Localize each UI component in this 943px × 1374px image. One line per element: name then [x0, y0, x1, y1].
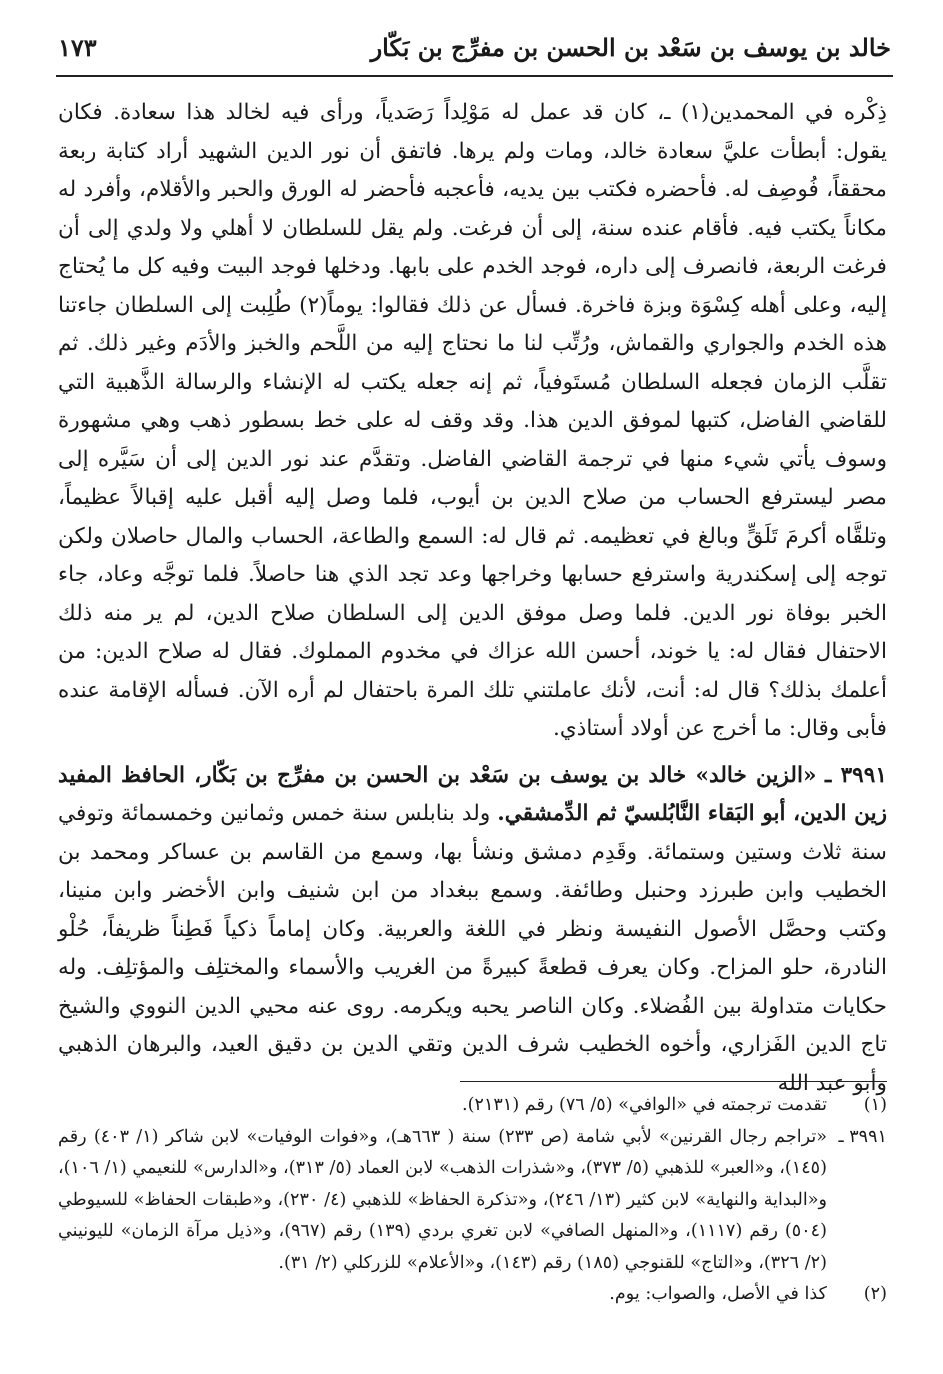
- paragraph-continuation: ذِكْره في المحمدين(١) ـ، كان قد عمل له مَوْلِداً رَصَدياً، ورأى فيه لخالد هذا سعادة. فكان يقول: أبطأت عليَّ سعادة خالد، ومات ولم يرها. فاتفق أن نور الدين الشهيد أراد كتابة ربعة محققاً، فُوصِف له. فأحضره فكتب بين يديه، فأعجبه فأحضر له الورق والحبر والأقلام، وأفرد له مكاناً يكتب فيه. فأقام عنده سنة، إلى أن فرغت. ولم يقل للسلطان لا أهلي ولا ولدي إلى أن فرغت الربعة، فانصرف إلى داره، فوجد الخدم على بابها. ودخلها فوجد البيت وفيه كل ما يُحتاج إليه، وعلى أهله كِسْوَة وبزة فاخرة. فسأل عن ذلك فقالوا: يوماً(٢) طُلِبت إلى السلطان جاءتنا هذه الخدم والجواري والقماش، ورُتِّب لنا ما نحتاج إليه من اللَّحم والخبز والأدَم وغير ذلك. ثم تقلَّب الزمان فجعله السلطان مُستَوفياً، ثم إنه جعله يكتب له الإنشاء والرسالة الذَّهبية التي للقاضي الفاضل، كتبها لموفق الدين هذا. وقد وقف له على خط بسطور ذهب وهي مشهورة وسوف يأتي شيء منها في ترجمة القاضي الفاضل. وتقدَّم عند نور الدين إلى أن سَيَّره إلى مصر ليسترفع الحساب من صلاح الدين بن أيوب، فلما وصل إليه أقبل عليه إقبالاً عظيماً، وتلقَّاه أكرمَ تَلَقٍّ وبالغ في تعظيمه. ثم قال له: السمع والطاعة، الحساب والمال حاصلان ولكن توجه إلى إسكندرية واسترفع حسابها وخراجها وعد تجد الذي هنا حاصلاً. فلما توجَّه وعاد، جاء الخبر بوفاة نور الدين. فلما وصل موفق الدين إلى السلطان صلاح الدين، لم ير منه ذلك الاحتفال فقال له: يا خوند، أحسن الله عزاك في مخدوم المملوك. فقال له صلاح الدين: من أعلمك بذلك؟ قال له: أنت، لأنك عاملتني تلك المرة باحتفال لم أره الآن. فسأله الإقامة عنده فأبى وقال: ما أخرج عن أولاد أستاذي.: [58, 100, 887, 741]
- footnotes: [58, 1090, 887, 1311]
- footnote: [58, 1279, 887, 1311]
- footnote-text: تقدمت ترجمته في «الوافي» (٥/ ٧٦) رقم (٢١٣١).: [462, 1095, 827, 1115]
- footnote-text: كذا في الأصل، والصواب: يوم.: [609, 1284, 827, 1304]
- page-number: ١٧٣: [58, 32, 97, 62]
- running-title: خالد بن يوسف بن سَعْد بن الحسن بن مفرِّج بن بَكّار: [370, 32, 891, 62]
- page-header: [58, 22, 891, 72]
- footnote-marker: (٢): [863, 1284, 887, 1304]
- footnote: [58, 1122, 887, 1280]
- entry-3991: [58, 757, 887, 1104]
- footnote-rule: [460, 1081, 887, 1082]
- entry-number: ٣٩٩١ ـ: [825, 762, 887, 788]
- footnote-marker: (١): [863, 1095, 887, 1115]
- entry-text: ولد بنابلس سنة خمس وثمانين وخمسمائة وتوفي سنة ثلاث وستين وستمائة. وقَدِم دمشق ونشأ بها، وسمع من القاسم بن عساكر ومحمد بن الخطيب وابن طبرزد وحنبل وطائفة. وسمع ببغداد من ابن شنيف وابن الأخضر وابن منينا، وكتب وحصَّل الأصول النفيسة ونظر في اللغة والعربية. وكان إماماً ذكياً فَطِناً ظريفاً، حُلْو النادرة، حلو المزاح. وكان يعرف قطعةً كبيرةً من الغريب والأسماء والمختلِف والمؤتلِف. وله حكايات متداولة بين الفُضلاء. وكان الناصر يحبه ويكرمه. روى عنه محيي الدين النووي والشيخ تاج الدين الفَزاري، وأخوه الخطيب شرف الدين وتقي الدين بن دقيق العيد، والبرهان الذهبي وأبو عبد الله: [58, 801, 887, 1096]
- footnote-text: «تراجم رجال القرنين» لأبي شامة (ص ٢٣٣) سنة ( ٦٦٣هـ)، و«فوات الوفيات» لابن شاكر (١/ ٤٠٣) رقم (١٤٥)، و«العبر» للذهبي (٥/ ٣٧٣)، و«شذرات الذهب» لابن العماد (٥/ ٣١٣)، و«الدارس» للنعيمي (١/ ١٠٦)، و«البداية والنهاية» لابن كثير (١٣/ ٢٤٦)، و«تذكرة الحفاظ» للذهبي (٤/ ٢٣٠)، و«طبقات الحفاظ» للسيوطي (٥٠٤) رقم (١١١٧)، و«المنهل الصافي» لابن تغري بردي (١٣٩) رقم (٩٦٧)، و«ذيل مرآة الزمان» لليونيني (٢/ ٣٢٦)، و«التاج» للقنوجي (١٨٥) رقم (١٤٣)، و«الأعلام» للزركلي (٢/ ٣١).: [58, 1126, 827, 1273]
- main-text: [58, 94, 887, 1103]
- footnote-marker: ٣٩٩١ ـ: [838, 1126, 887, 1147]
- footnote: [58, 1090, 887, 1122]
- entry-headline: «الزين خالد» خالد بن يوسف بن سَعْد بن الحسن بن مفرِّج بن بَكّار، الحافظ المفيد زين الدين، أبو البَقاء النَّابُلسيّ ثم الدِّمشقي.: [58, 762, 888, 826]
- header-rule: [56, 75, 893, 77]
